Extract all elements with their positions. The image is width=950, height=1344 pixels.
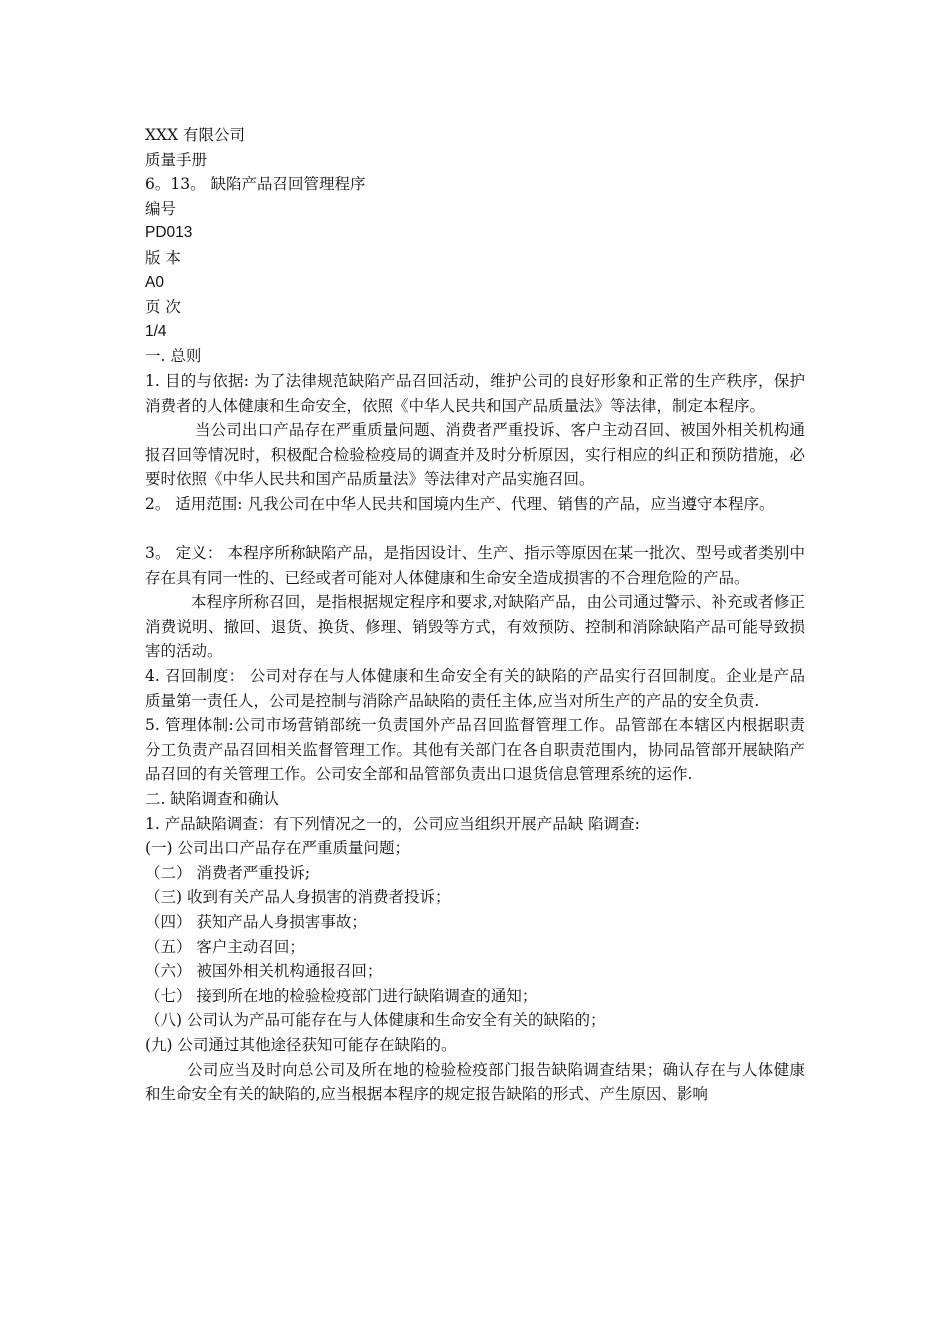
list-item: (九) 公司通过其他途径获知可能存在缺陷的。 (145, 1035, 457, 1054)
paragraph-recall-system: 4. 召回制度： 公司对存在与人体健康和生命安全有关的缺陷的产品实行召回制度。企业是产品质量第一责任人，公司是控制与消除产品缺陷的责任主体,应当对所生产的产品的安全负责. (145, 667, 805, 710)
paragraph-report: 公司应当及时向总公司及所在地的检验检疫部门报告缺陷调查结果；确认存在与人体健康和生命安全有关的缺陷的,应当根据本程序的规定报告缺陷的形式、产生原因、影响 (145, 1060, 805, 1104)
heading-general: 一. 总则 (145, 347, 202, 366)
paragraph-purpose-detail: 当公司出口产品存在严重质量问题、消费者严重投诉、客户主动召回、被国外相关机构通报召回等情况时，积极配合检验检疫局的调查并及时分析原因，实行相应的纠正和预防措施，必要时依照《中华人民共和国产品质量法》等法律对产品实施召回。 (145, 421, 805, 489)
list-item: （三) 收到有关产品人身损害的消费者投诉； (145, 888, 451, 907)
page-label: 页 次 (145, 298, 181, 317)
paragraph-management: 5. 管理体制:公司市场营销部统一负责国外产品召回监督管理工作。品管部在本辖区内根据职责分工负责产品召回相关监督管理工作。其他有关部门在各自职责范围内，协同品管部开展缺陷产品召回的有关管理工作。公司安全部和品管部负责出口退货信息管理系统的运作. (145, 716, 805, 784)
section-title: 6。13。 缺陷产品召回管理程序 (145, 175, 366, 194)
company-name: XXX 有限公司 (145, 126, 246, 144)
list-item: (一) 公司出口产品存在严重质量问题； (145, 839, 411, 858)
blank-line (145, 517, 805, 542)
paragraph-definition: 3。 定义： 本程序所称缺陷产品，是指因设计、生产、指示等原因在某一批次、型号或者类别中存在具有同一性的、已经或者可能对人体健康和生命安全造成损害的不合理危险的产品。 (145, 544, 805, 587)
list-item: （四） 获知产品人身损害事故； (145, 913, 367, 931)
document-page (145, 123, 805, 1107)
code-value: PD013 (145, 224, 193, 242)
paragraph-definition-recall: 本程序所称召回，是指根据规定程序和要求,对缺陷产品，由公司通过警示、补充或者修正消费说明、撤回、退货、换货、修理、销毁等方式，有效预防、控制和消除缺陷产品可能导致损害的活动。 (145, 593, 805, 661)
page-value: 1/4 (145, 322, 167, 340)
paragraph-purpose: 1. 目的与依据: 为了法律规范缺陷产品召回活动，维护公司的良好形象和正常的生产秩序，保护消费者的人体健康和生命安全，依照《中华人民共和国产品质量法》等法律，制定本程序。 (145, 371, 805, 415)
heading-defect-investigation: 二. 缺陷调查和确认 (145, 790, 279, 809)
manual-title: 质量手册 (145, 150, 208, 169)
list-item: （六） 被国外相关机构通报召回； (145, 962, 383, 981)
list-item: （二） 消费者严重投诉; (145, 863, 311, 882)
list-item: （七） 接到所在地的检验检疫部门进行缺陷调查的通知； (145, 986, 538, 1005)
list-item: （五） 客户主动召回； (145, 937, 305, 956)
paragraph-investigation-intro: 1. 产品缺陷调查：有下列情况之一的，公司应当组织开展产品缺 陷调查: (145, 814, 640, 833)
paragraph-scope: 2。 适用范围: 凡我公司在中华人民共和国境内生产、代理、销售的产品，应当遵守本程序。 (145, 494, 775, 513)
list-item: （八) 公司认为产品可能存在与人体健康和生命安全有关的缺陷的； (145, 1011, 606, 1030)
code-label: 编号 (145, 199, 177, 218)
version-label: 版 本 (145, 248, 181, 267)
version-value: A0 (145, 273, 164, 291)
